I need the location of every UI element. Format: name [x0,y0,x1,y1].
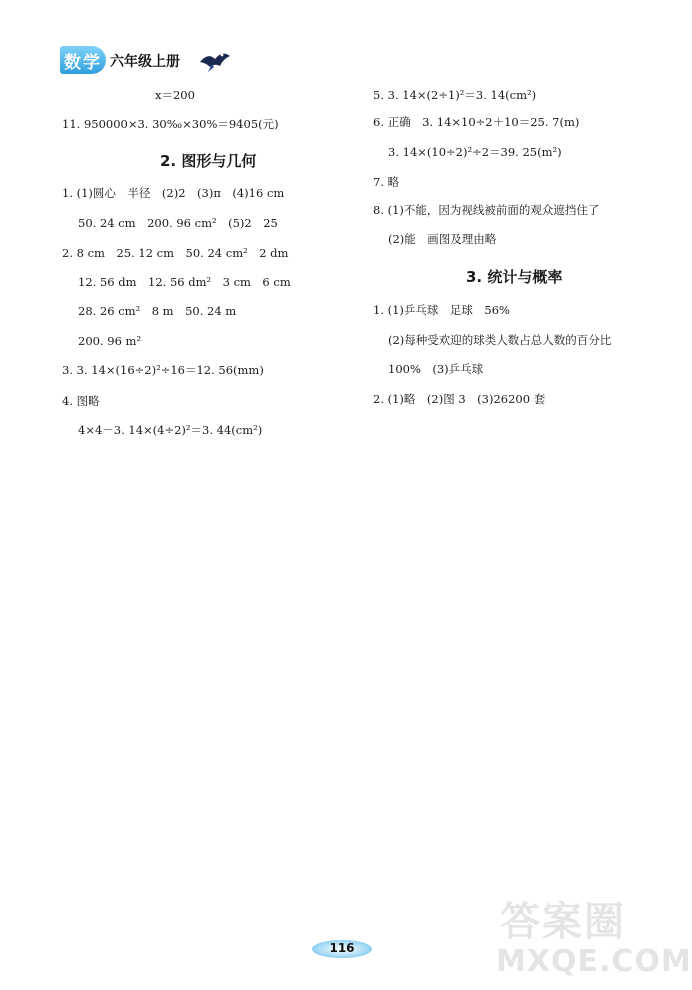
answer-line: 28. 26 cm² 8 m 50. 24 m [78,304,237,318]
answer-line: 12. 56 dm 12. 56 dm² 3 cm 6 cm [78,275,291,289]
page-number-badge [312,938,372,960]
section-title-geometry: 2. 图形与几何 [160,152,257,170]
answer-line: 2. 8 cm 25. 12 cm 50. 24 cm² 2 dm [62,246,289,260]
answer-line: 3. 3. 14×(16÷2)²÷16＝12. 56(mm) [62,363,264,377]
watermark-logo-text: 答案圈 [500,899,626,945]
subject-label: 数学 [64,53,102,73]
answer-line: (2)能 画图及理由略 [388,232,497,246]
answer-line: x＝200 [155,88,195,102]
answer-line: 4×4－3. 14×(4÷2)²＝3. 44(cm²) [78,423,263,437]
bird-icon [198,42,232,76]
answer-line: 8. (1)不能，因为视线被前面的观众遮挡住了 [373,203,600,217]
answer-line: 7. 略 [373,175,400,189]
answer-line: (2)每种受欢迎的球类人数占总人数的百分比 [388,333,612,347]
answer-line: 4. 图略 [62,394,100,408]
page-header [60,40,260,80]
answer-line: 5. 3. 14×(2÷1)²＝3. 14(cm²) [373,88,537,102]
book-title: 六年级上册 [110,54,180,70]
watermark-domain: MXQE.COM [496,944,692,979]
section-title-statistics: 3. 统计与概率 [466,268,563,286]
answer-line: 11. 950000×3. 30‰×30%＝9405(元) [62,117,279,131]
answer-line: 2. (1)略 (2)图 3 (3)26200 套 [373,392,546,406]
answer-line: 6. 正确 3. 14×10÷2＋10＝25. 7(m) [373,115,580,129]
answer-line: 100% (3)乒乓球 [388,362,484,376]
site-watermark [494,890,692,984]
subject-badge [60,46,106,74]
answer-line: 1. (1)乒乓球 足球 56% [373,303,510,317]
answer-line: 200. 96 m² [78,334,142,348]
page-number: 116 [329,941,355,955]
answer-line: 3. 14×(10÷2)²÷2＝39. 25(m²) [388,145,562,159]
answer-line: 50. 24 cm 200. 96 cm² (5)2 25 [78,216,278,230]
answer-line: 1. (1)圆心 半径 (2)2 (3)π (4)16 cm [62,186,285,200]
